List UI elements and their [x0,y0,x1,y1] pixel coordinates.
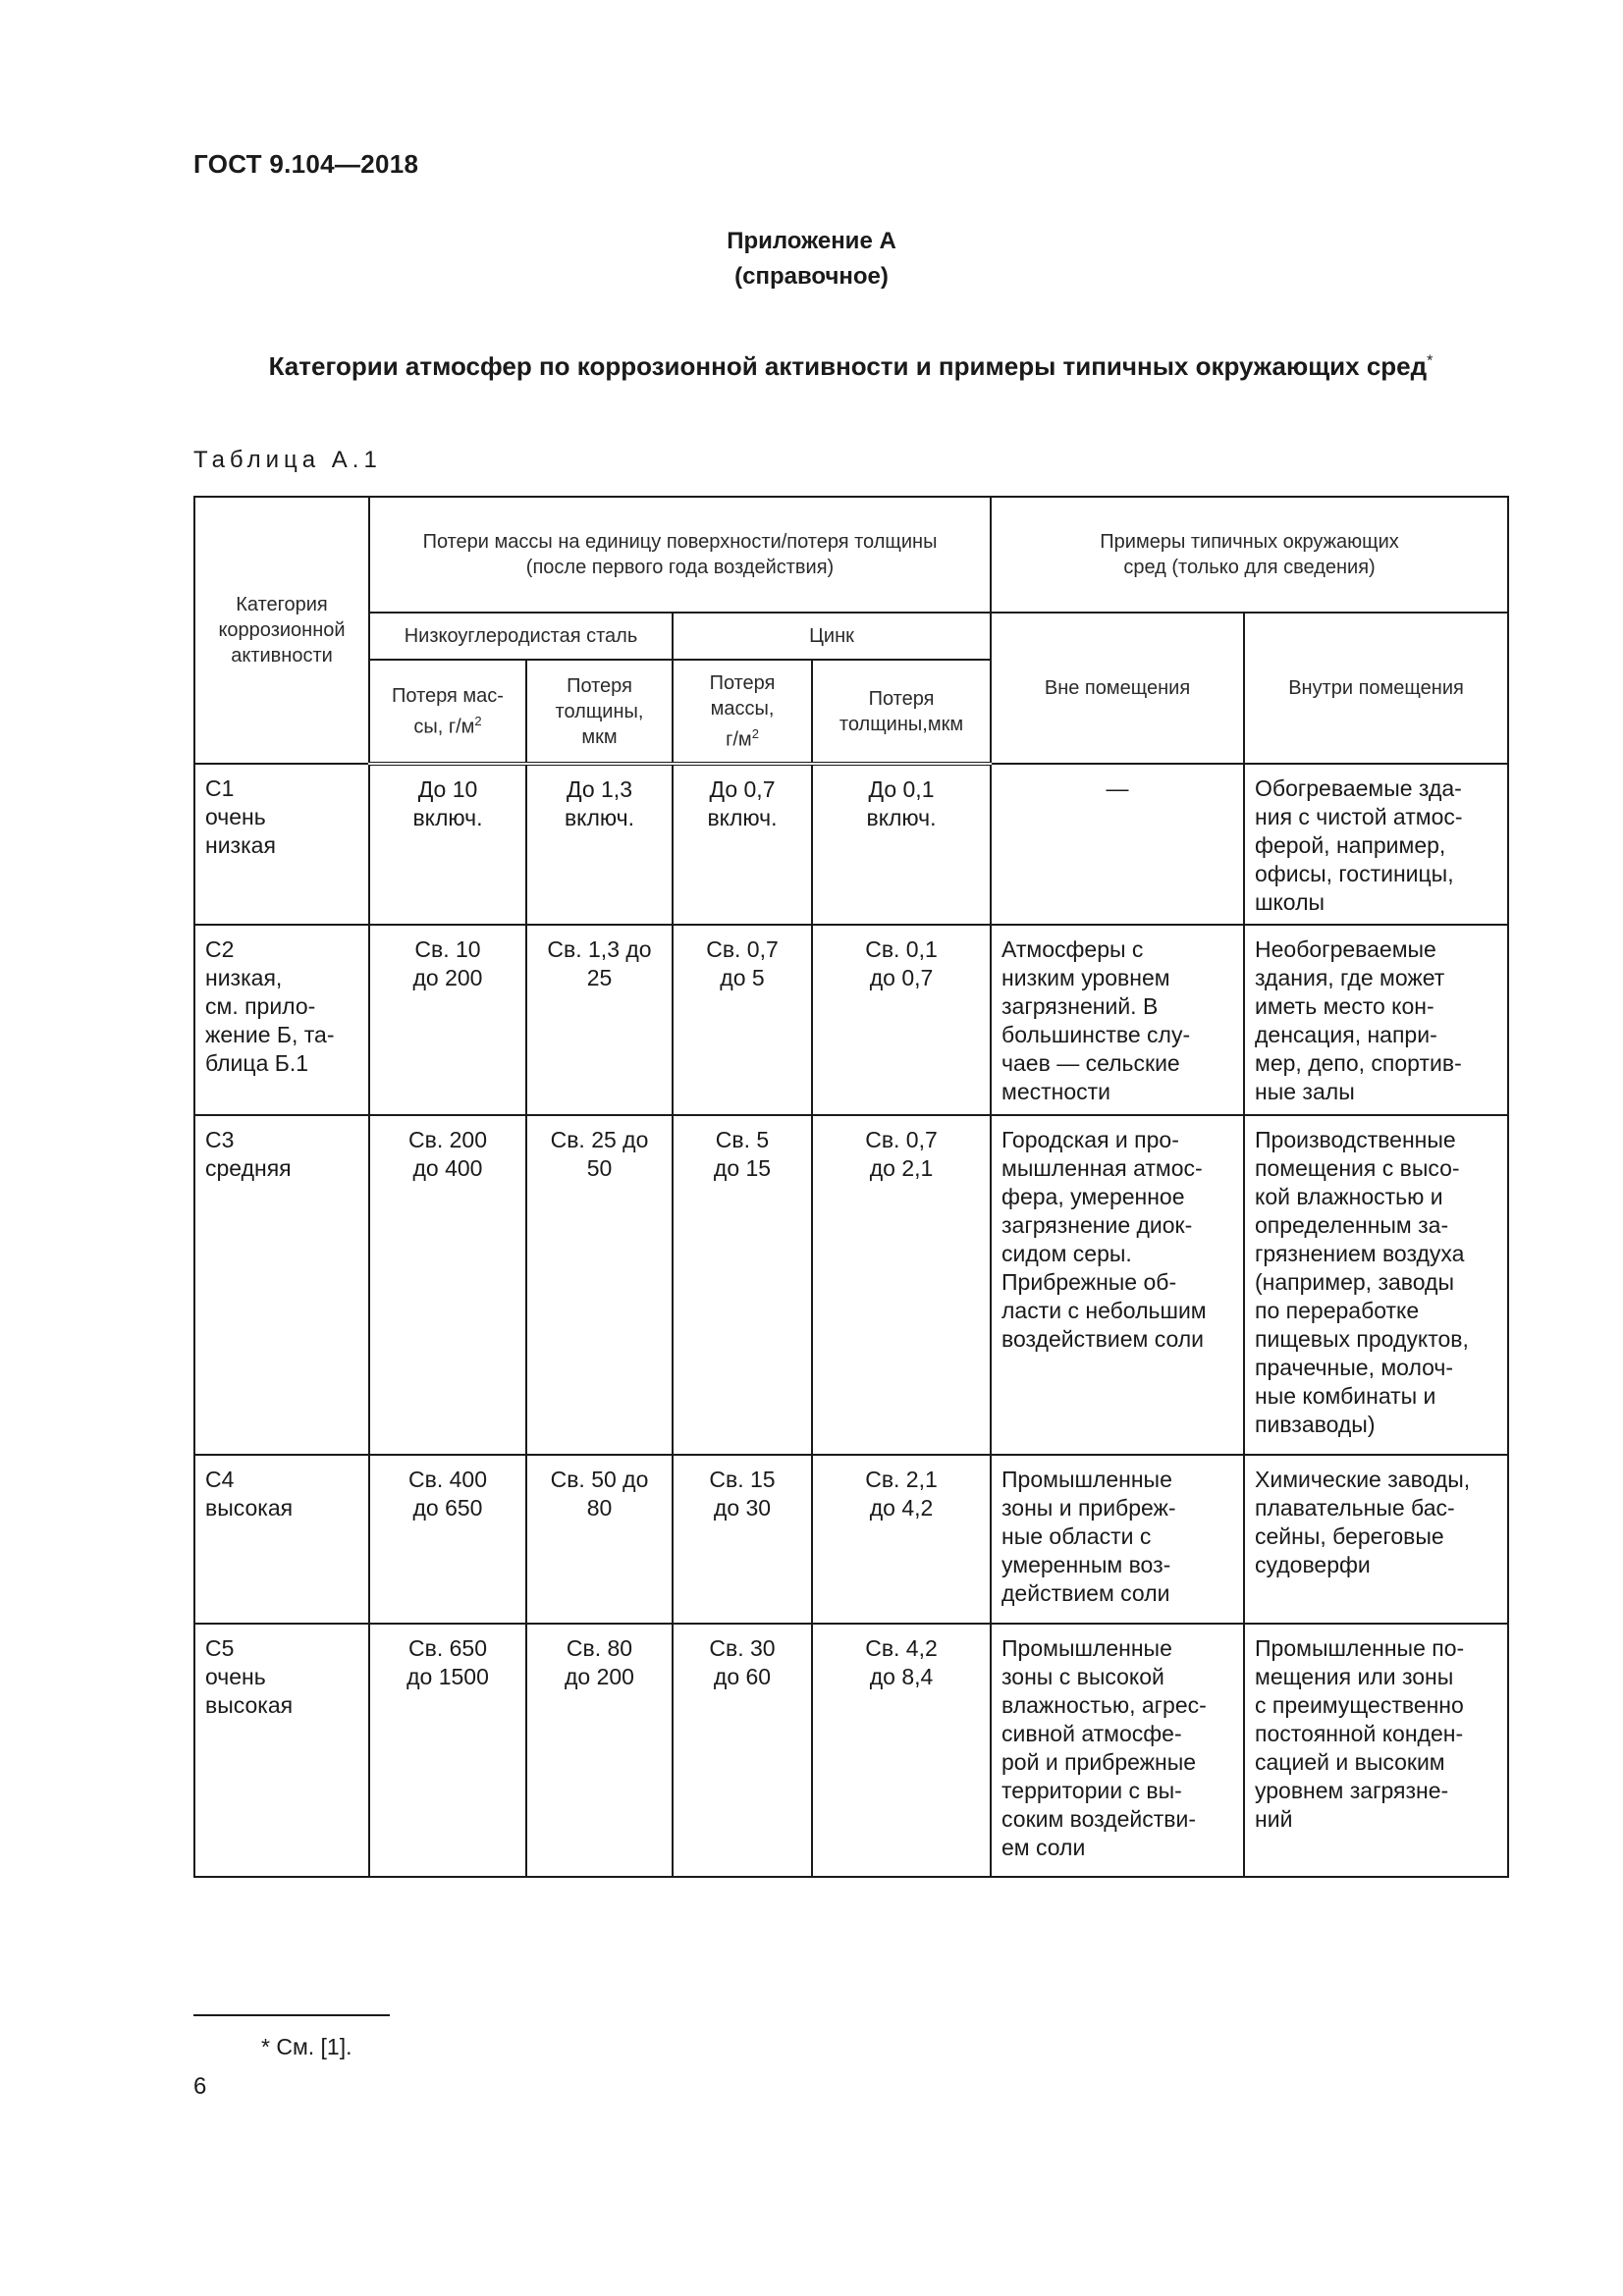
corrosivity-table [193,496,1509,1878]
cell-zinc-thickness-loss: Св. 2,1 до 4,2 [812,1455,991,1624]
cell-steel-thickness-loss: Св. 50 до 80 [526,1455,673,1624]
table-row [194,925,1508,1115]
header-steel-thickness-loss: Потеря толщины, мкм [526,660,673,764]
appendix-type: (справочное) [734,263,889,290]
header-zinc-mass-loss: Потеря массы, $г/м^2$ [673,660,812,764]
cell-zinc-mass-loss: Св. 5 до 15 [673,1115,812,1455]
header-examples: Примеры типичных окружающих сред (только для сведения) [991,497,1508,613]
cell-indoor-example: Обогреваемые зда- ния с чистой атмос- ферой, например, офисы, гостиницы, школы [1244,764,1508,925]
cell-zinc-mass-loss: Св. 15 до 30 [673,1455,812,1624]
cell-category: С5 очень высокая [194,1624,369,1877]
cell-zinc-thickness-loss: Св. 4,2 до 8,4 [812,1624,991,1877]
footnote-divider [193,2014,390,2016]
cell-zinc-thickness-loss: До 0,1 включ. [812,764,991,925]
cell-steel-mass-loss: Св. 650 до 1500 [369,1624,526,1877]
table-row [194,764,1508,925]
cell-steel-mass-loss: Св. 10 до 200 [369,925,526,1115]
cell-steel-thickness-loss: Св. 1,3 до 25 [526,925,673,1115]
cell-steel-mass-loss: До 10 включ. [369,764,526,925]
section-heading [0,351,1623,382]
cell-category: С2 низкая, см. прило- жение Б, та- блица Б.1 [194,925,369,1115]
header-low-carbon-steel: Низкоуглеродистая сталь [369,613,673,660]
cell-steel-thickness-loss: Св. 80 до 200 [526,1624,673,1877]
header-indoor: Внутри помещения [1244,613,1508,764]
footnote-mark: * [1427,352,1434,370]
cell-outdoor-example: Промышленные зоны и прибреж- ные области с умеренным воз- действием соли [991,1455,1244,1624]
cell-steel-mass-loss: Св. 400 до 650 [369,1455,526,1624]
cell-zinc-thickness-loss: Св. 0,7 до 2,1 [812,1115,991,1455]
table-row [194,1115,1508,1455]
cell-outdoor-example: — [991,764,1244,925]
cell-category: С1 очень низкая [194,764,369,925]
appendix-title: Приложение А [727,228,896,254]
cell-indoor-example: Необогреваемые здания, где может иметь место кон- денсация, напри- мер, депо, спортив- ные залы [1244,925,1508,1115]
table-body [194,764,1508,1877]
table-row [194,1455,1508,1624]
cell-steel-thickness-loss: Св. 25 до 50 [526,1115,673,1455]
header-category: Категория коррозионной активности [194,497,369,764]
table-label: Таблица А.1 [193,447,382,473]
header-zinc-thickness-loss: Потеря толщины,мкм [812,660,991,764]
cell-indoor-example: Производственные помещения с высо- кой влажностью и определенным за- грязнением воздуха (например, заводы по переработке пищевых продуктов, прачечные, молоч- ные комбинаты и пивзаводы) [1244,1115,1508,1455]
cell-outdoor-example: Промышленные зоны с высокой влажностью, агрес- сивной атмосфе- рой и прибрежные территории с вы- соким воздействи- ем соли [991,1624,1244,1877]
heading-text: Категории атмосфер по коррозионной активности и примеры типичных окружающих сред [268,351,1428,381]
footnote: * См. [1]. [261,2034,352,2059]
cell-outdoor-example: Городская и про- мышленная атмос- фера, умеренное загрязнение диок- сидом серы. Прибрежные об- ласти с небольшим воздействием соли [991,1115,1244,1455]
cell-indoor-example: Промышленные по- мещения или зоны с преимущественно постоянной конден- сацией и высоким уровнем загрязне- ний [1244,1624,1508,1877]
page-number: 6 [193,2073,207,2100]
cell-steel-thickness-loss: До 1,3 включ. [526,764,673,925]
header-zinc: Цинк [673,613,991,660]
cell-zinc-mass-loss: Св. 0,7 до 5 [673,925,812,1115]
header-mass-loss: Потери массы на единицу поверхности/потеря толщины (после первого года воздействия) [369,497,991,613]
document-code: ГОСТ 9.104—2018 [193,149,419,179]
table-row [194,1624,1508,1877]
cell-steel-mass-loss: Св. 200 до 400 [369,1115,526,1455]
cell-zinc-mass-loss: До 0,7 включ. [673,764,812,925]
cell-zinc-mass-loss: Св. 30 до 60 [673,1624,812,1877]
cell-category: С4 высокая [194,1455,369,1624]
cell-outdoor-example: Атмосферы с низким уровнем загрязнений. В большинстве слу- чаев — сельские местности [991,925,1244,1115]
cell-category: С3 средняя [194,1115,369,1455]
cell-zinc-thickness-loss: Св. 0,1 до 0,7 [812,925,991,1115]
appendix-header [0,224,1623,294]
header-steel-mass-loss: Потеря мас- сы, $г/м^2$ [369,660,526,764]
header-outdoor: Вне помещения [991,613,1244,764]
cell-indoor-example: Химические заводы, плавательные бас- сейны, береговые судоверфи [1244,1455,1508,1624]
